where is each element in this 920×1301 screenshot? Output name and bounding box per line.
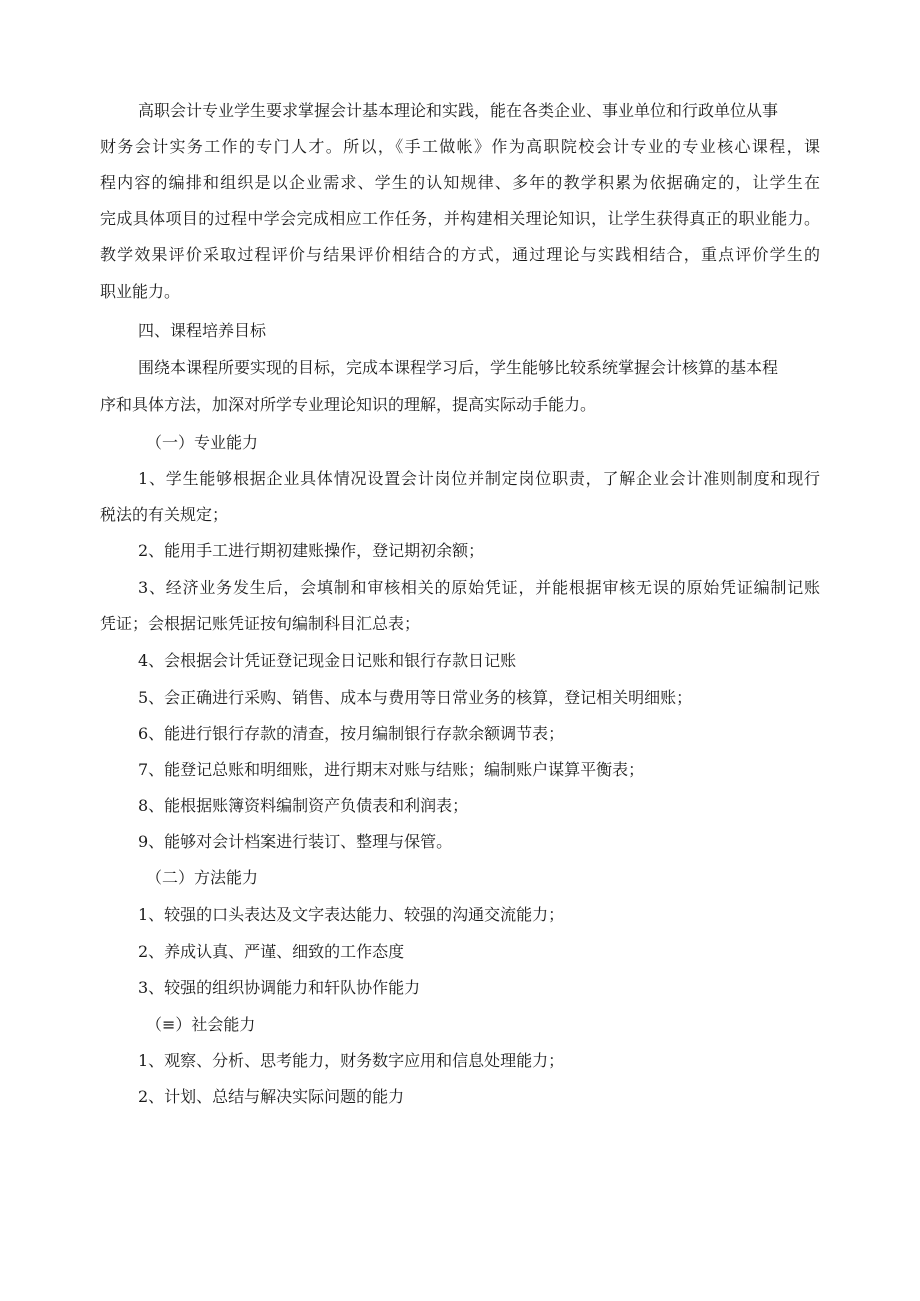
list-item: 6、能进行银行存款的清查，按月编制银行存款余额调节表； (138, 724, 565, 743)
list-item: 2、养成认真、严谨、细致的工作态度 (138, 942, 405, 961)
intro-line-5: 教学效果评价采取过程评价与结果评价相结合的方式，通过理论与实践相结合，重点评价学生的 (100, 245, 820, 264)
list-item: 1、较强的口头表达及文字表达能力、较强的沟通交流能力； (138, 905, 565, 924)
list-item: 7、能登记总账和明细账，进行期末对账与结账；编制账户谋算平衡表； (138, 760, 645, 779)
list-item: 8、能根据账簿资料编制资产负债表和利润表； (138, 796, 469, 815)
intro-line-4: 完成具体项目的过程中学会完成相应工作任务，并构建相关理论知识，让学生获得真正的职业能力。 (100, 209, 820, 228)
list-item: 3、较强的组织协调能力和轩队协作能力 (138, 978, 421, 997)
list-item-continuation: 税法的有关规定； (100, 505, 229, 524)
list-item: 2、能用手工进行期初建账操作，登记期初余额； (138, 541, 485, 560)
subsection-heading-professional: （一）专业能力 (146, 433, 259, 452)
intro-line-3: 程内容的编排和组织是以企业需求、学生的认知规律、多年的教学积累为依据确定的，让学生在 (100, 173, 820, 192)
subsection-heading-social: （≡）社会能力 (146, 1015, 256, 1034)
list-item: 1、观察、分析、思考能力，财务数字应用和信息处理能力； (138, 1051, 565, 1070)
subsection-heading-method: （二）方法能力 (146, 868, 259, 887)
section-para-line-2: 序和具体方法，加深对所学专业理论知识的理解，提高实际动手能力。 (100, 395, 597, 414)
list-item: 4、会根据会计凭证登记现金日记账和银行存款日记账 (138, 651, 517, 670)
section-heading: 四、课程培养目标 (138, 321, 267, 340)
intro-line-2: 财务会计实务工作的专门人才。所以，《手工做帐》作为高职院校会计专业的专业核心课程，课 (100, 137, 820, 156)
intro-line-1: 高职会计专业学生要求掌握会计基本理论和实践，能在各类企业、事业单位和行政单位从事 (138, 101, 779, 120)
list-item: 1、学生能够根据企业具体情况设置会计岗位并制定岗位职责，了解企业会计准则制度和现行 (138, 469, 820, 488)
list-item: 9、能够对会计档案进行装订、整理与保管。 (138, 832, 453, 851)
list-item-continuation: 凭证；会根据记账凭证按旬编制科目汇总表； (100, 614, 421, 633)
list-item: 5、会正确进行采购、销售、成本与费用等日常业务的核算，登记相关明细账； (138, 688, 693, 707)
section-para-line-1: 围绕本课程所要实现的目标，完成本课程学习后，学生能够比较系统掌握会计核算的基本程 (138, 358, 779, 377)
intro-line-6: 职业能力。 (100, 282, 181, 301)
list-item: 3、经济业务发生后，会填制和审核相关的原始凭证，并能根据审核无误的原始凭证编制记账 (138, 578, 820, 597)
list-item: 2、计划、总结与解决实际问题的能力 (138, 1087, 405, 1106)
